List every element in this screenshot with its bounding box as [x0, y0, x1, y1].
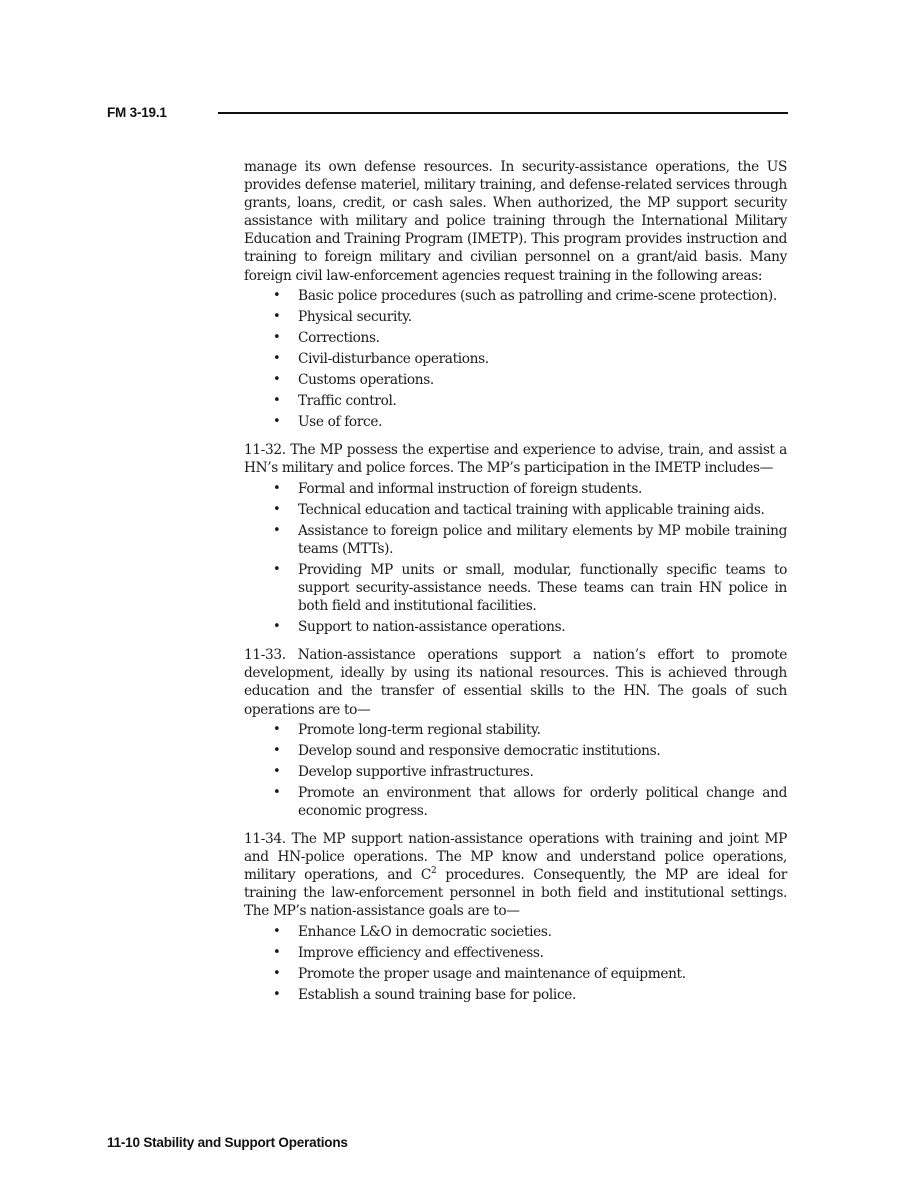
list-item: • Develop sound and responsive democratic institutions.: [244, 742, 787, 760]
paragraph-11-32: 11-32. The MP possess the expertise and experience to advise, train, and assist a HN’s military and police forces. The MP’s participation in the IMETP includes—: [244, 442, 787, 477]
header-rule: [218, 112, 788, 114]
list-item: • Traffic control.: [244, 392, 787, 410]
list-item: • Support to nation-assistance operations.: [244, 618, 787, 636]
list-item: • Customs operations.: [244, 371, 787, 389]
mp-goals-list: [244, 923, 787, 1004]
paragraph-11-34: [244, 830, 787, 920]
list-item: • Physical security.: [244, 308, 787, 326]
list-item: • Establish a sound training base for police.: [244, 986, 787, 1004]
nation-assistance-goals-list: [244, 721, 787, 820]
body-column: [244, 158, 787, 1014]
list-item: • Technical education and tactical training with applicable training aids.: [244, 501, 787, 519]
list-item: • Promote the proper usage and maintenance of equipment.: [244, 965, 787, 983]
paragraph-11-34-text-after: procedures. Consequently, the MP are ideal for training the law-enforcement personnel in both field and institutional settings. The MP’s nation-assistance goals are to—: [244, 867, 787, 920]
c2-superscript: 2: [431, 866, 437, 877]
list-item: • Use of force.: [244, 413, 787, 431]
paragraph-11-34-text-before: 11-34. The MP support nation-assistance operations with training and joint MP and HN-police operations. The MP know and understand police operations, military operations, and C: [244, 831, 787, 884]
document-id: FM 3-19.1: [107, 105, 167, 120]
list-item: • Formal and informal instruction of foreign students.: [244, 480, 787, 498]
list-item: • Promote an environment that allows for orderly political change and economic progress.: [244, 784, 787, 820]
list-item: • Basic police procedures (such as patrolling and crime-scene protection).: [244, 287, 787, 305]
intro-bullet-list: [244, 287, 787, 432]
list-item: • Improve efficiency and effectiveness.: [244, 944, 787, 962]
list-item: • Providing MP units or small, modular, functionally specific teams to support security-assistance needs. These teams can train HN police in both field and institutional facilities.: [244, 561, 787, 615]
list-item: • Corrections.: [244, 329, 787, 347]
paragraph-11-33: 11-33. Nation-assistance operations support a nation’s effort to promote development, ideally by using its national resources. This is achieved through education and the transfer of essential skills to the HN. The goals of such operations are to—: [244, 647, 787, 718]
imetp-bullet-list: [244, 480, 787, 637]
intro-paragraph: manage its own defense resources. In security-assistance operations, the US provides defense materiel, military training, and defense-related services through grants, loans, credit, or cash sales. When authorized, the MP support security assistance with military and police training through the International Military Education and Training Program (IMETP). This program provides instruction and training to foreign military and civilian personnel on a grant/aid basis. Many foreign civil law-enforcement agencies request training in the following areas:: [244, 159, 787, 284]
list-item: • Develop supportive infrastructures.: [244, 763, 787, 781]
page-footer: 11-10 Stability and Support Operations: [107, 1135, 348, 1150]
list-item: • Enhance L&O in democratic societies.: [244, 923, 787, 941]
list-item: • Civil-disturbance operations.: [244, 350, 787, 368]
list-item: • Promote long-term regional stability.: [244, 721, 787, 739]
list-item: • Assistance to foreign police and military elements by MP mobile training teams (MTTs).: [244, 522, 787, 558]
